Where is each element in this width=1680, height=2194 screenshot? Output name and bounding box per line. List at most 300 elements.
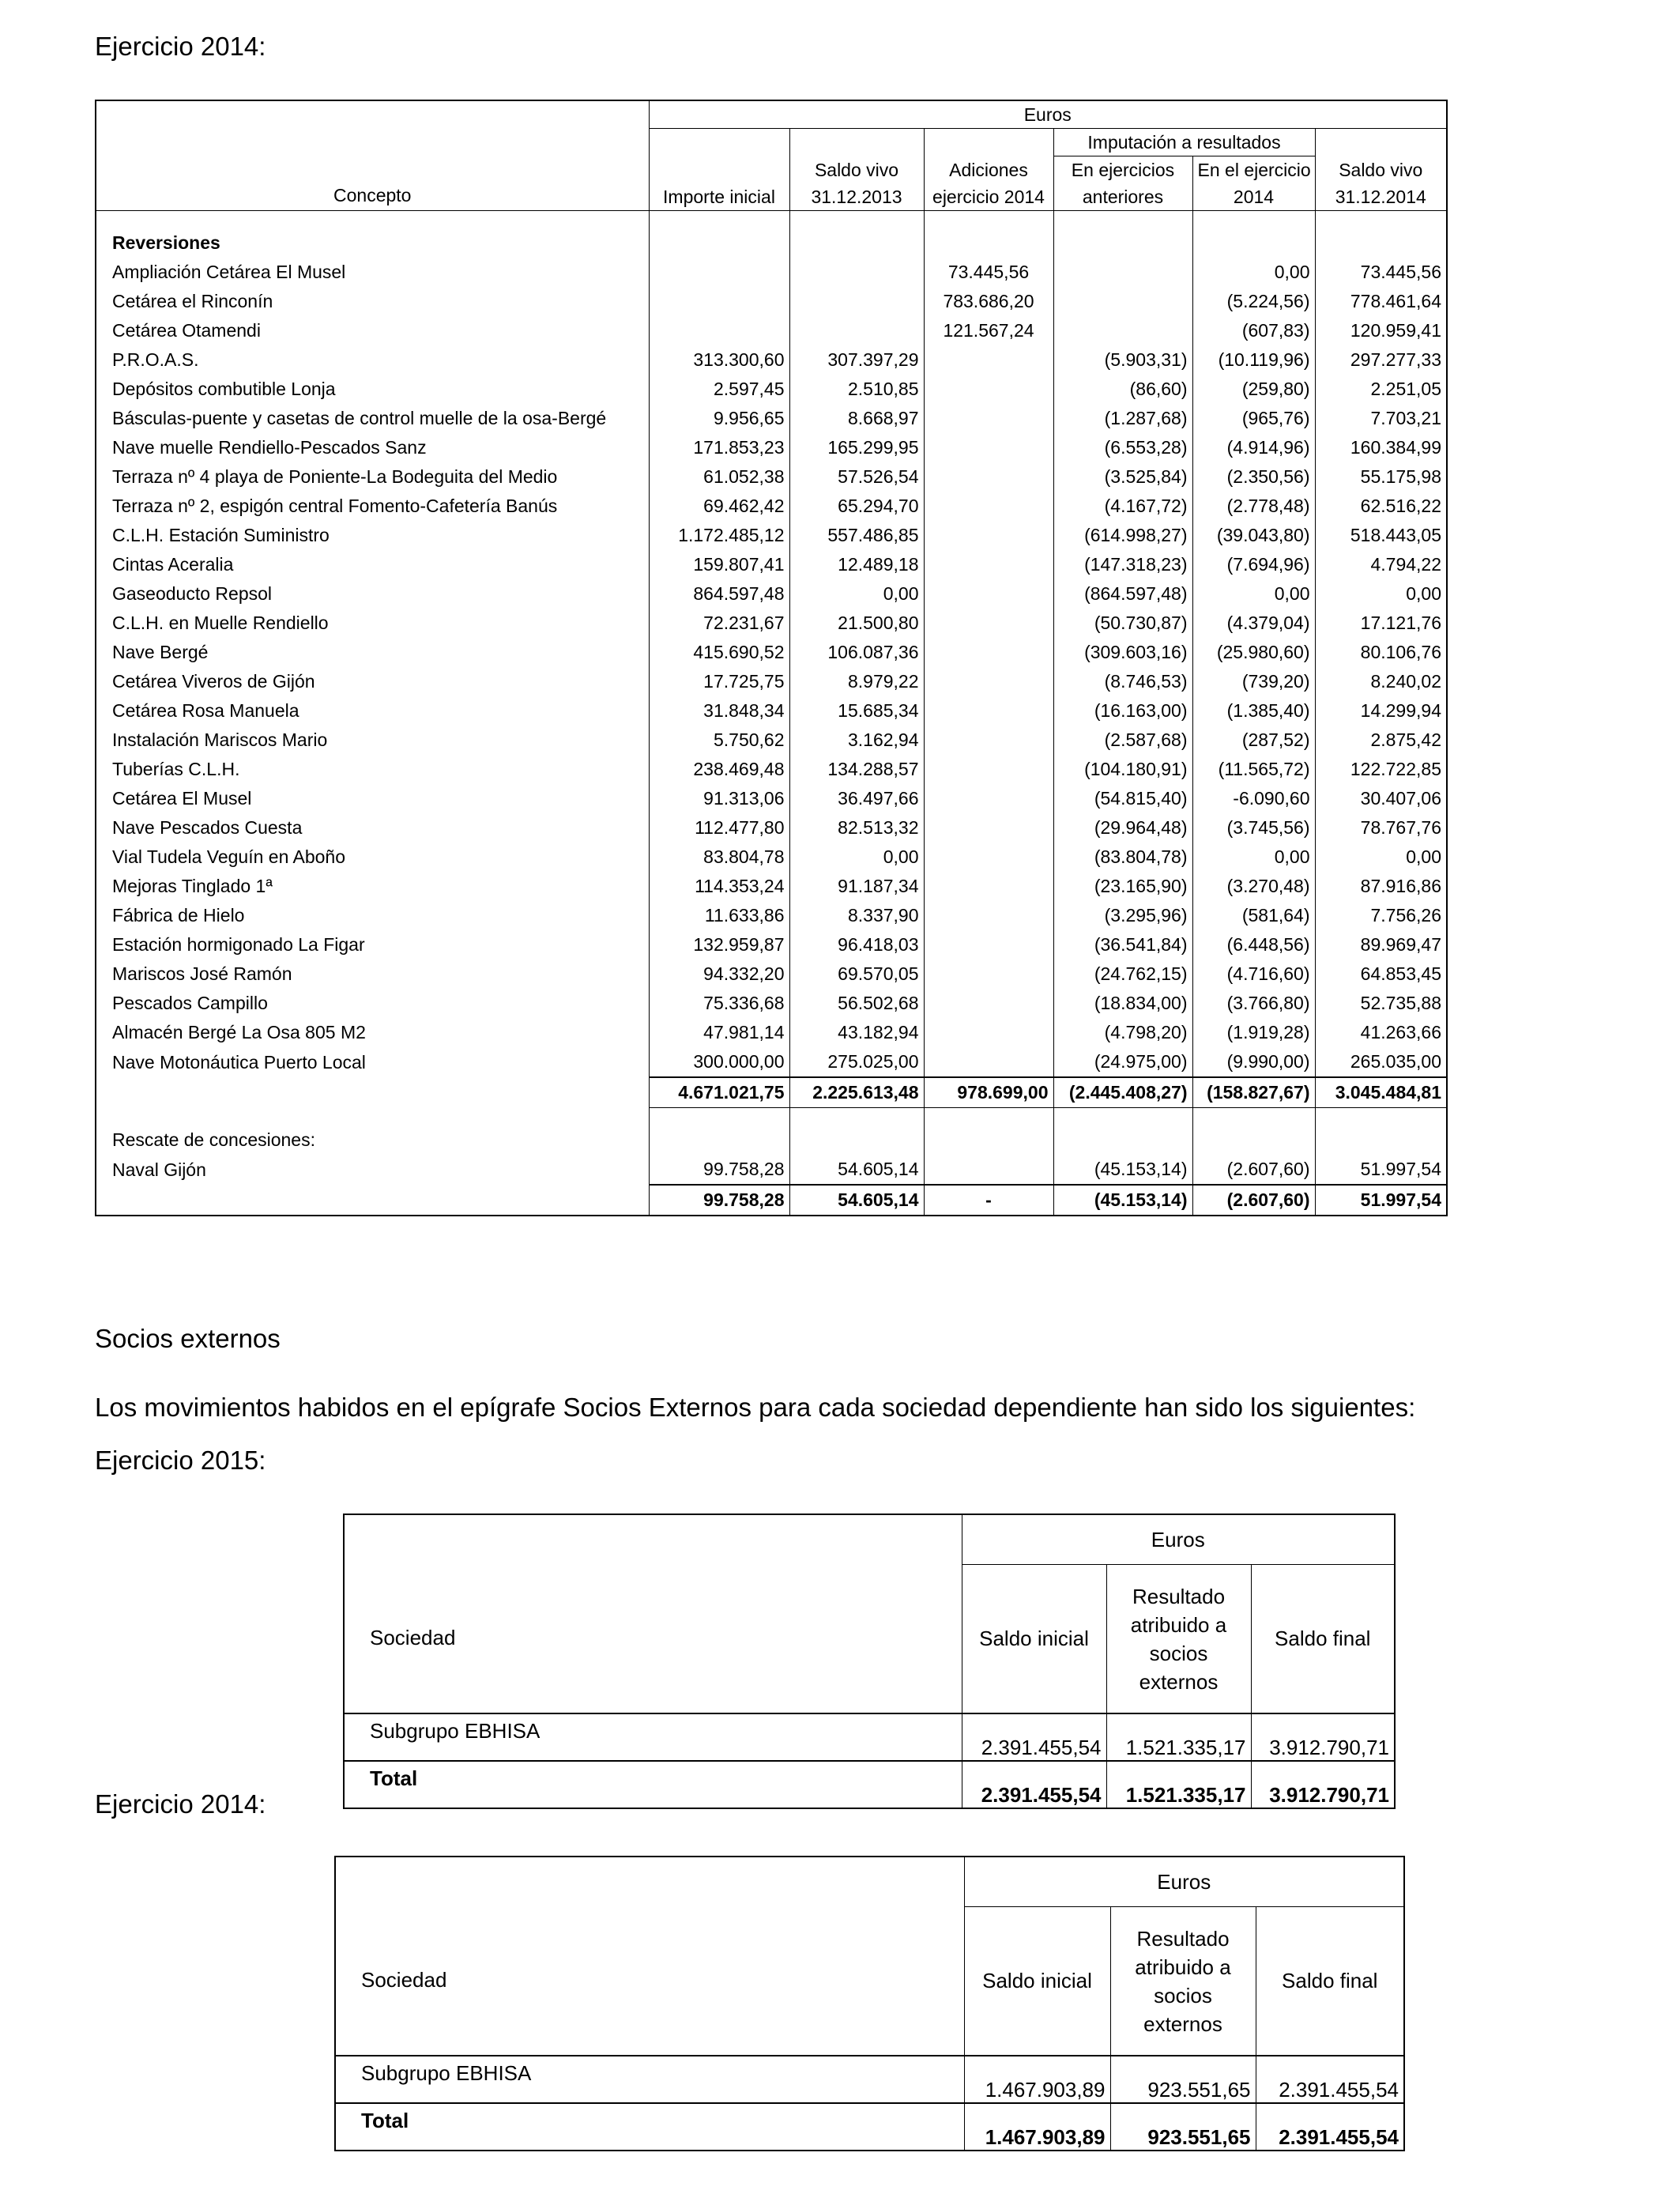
table-row: [96, 550, 1447, 579]
header-euros: Euros: [962, 1514, 1395, 1565]
row-adiciones: [924, 1047, 1053, 1077]
table-row: [96, 784, 1447, 813]
table-row: [96, 755, 1447, 784]
row-concepto: Fábrica de Hielo: [112, 905, 245, 925]
row-saldo-2013: [789, 258, 924, 287]
row-adiciones: 783.686,20: [924, 287, 1053, 316]
row-adiciones: [924, 492, 1053, 521]
header-saldo-2013: Saldo vivo: [789, 156, 924, 184]
row-importe-inicial: 91.313,06: [649, 784, 789, 813]
row-saldo-inicial: 1.467.903,89: [964, 2056, 1110, 2103]
row-ejercicio-2014: (10.119,96): [1192, 345, 1315, 375]
row-adiciones: [924, 345, 1053, 375]
row-ejercicio-anterior: (1.287,68): [1053, 404, 1192, 433]
table-row: [96, 930, 1447, 959]
header-resultado-line1: Resultado: [1132, 1584, 1226, 1608]
table-row: [96, 1155, 1447, 1185]
row-saldo-2013: 21.500,80: [789, 609, 924, 638]
row-adiciones: [924, 667, 1053, 696]
row-importe-inicial: 75.336,68: [649, 989, 789, 1018]
row-ejercicio-2014: 0,00: [1192, 258, 1315, 287]
row-concepto: Terraza nº 2, espigón central Fomento-Cafetería Banús: [112, 496, 558, 516]
row-concepto: Cetárea Rosa Manuela: [112, 700, 299, 721]
header-resultado-line3: socios: [1154, 1983, 1212, 2007]
row-adiciones: [924, 462, 1053, 492]
row-saldo-2014: 0,00: [1315, 579, 1447, 609]
header-resultado-line2: atribuido a: [1130, 1612, 1227, 1637]
row-ejercicio-anterior: (2.587,68): [1053, 726, 1192, 755]
reversiones-table: [95, 100, 1448, 1216]
header-sociedad: Sociedad: [361, 1967, 447, 1992]
row-ejercicio-2014: (1.919,28): [1192, 1018, 1315, 1047]
total-saldo-2013: 54.605,14: [789, 1185, 924, 1216]
row-saldo-2014: 518.443,05: [1315, 521, 1447, 550]
row-saldo-2014: 87.916,86: [1315, 872, 1447, 901]
table-row: [96, 1018, 1447, 1047]
row-saldo-2014: 14.299,94: [1315, 696, 1447, 726]
row-saldo-2014: 2.251,05: [1315, 375, 1447, 404]
row-importe-inicial: 2.597,45: [649, 375, 789, 404]
row-saldo-2013: 8.979,22: [789, 667, 924, 696]
row-saldo-2013: 91.187,34: [789, 872, 924, 901]
total-ejercicio-anterior: (45.153,14): [1053, 1185, 1192, 1216]
header-resultado-line2: atribuido a: [1135, 1955, 1231, 1979]
row-concepto: Básculas-puente y casetas de control muelle de la osa-Bergé: [112, 408, 607, 428]
row-ejercicio-anterior: [1053, 316, 1192, 345]
row-concepto: Nave muelle Rendiello-Pescados Sanz: [112, 437, 427, 458]
header-importe: Importe inicial: [649, 183, 789, 211]
row-saldo-2013: 3.162,94: [789, 726, 924, 755]
table-row: [335, 2056, 1404, 2103]
row-importe-inicial: 112.477,80: [649, 813, 789, 843]
row-saldo-2013: 0,00: [789, 843, 924, 872]
header-resultado-line4: externos: [1143, 2011, 1222, 2036]
row-saldo-final: 3.912.790,71: [1251, 1713, 1395, 1761]
table-row: [96, 287, 1447, 316]
table-row: [96, 375, 1447, 404]
row-ejercicio-2014: (7.694,96): [1192, 550, 1315, 579]
row-saldo-2014: 265.035,00: [1315, 1047, 1447, 1077]
row-importe-inicial: 31.848,34: [649, 696, 789, 726]
row-saldo-2014: 80.106,76: [1315, 638, 1447, 667]
row-saldo-inicial: 2.391.455,54: [962, 1713, 1106, 1761]
row-ejercicio-2014: (965,76): [1192, 404, 1315, 433]
row-adiciones: [924, 1018, 1053, 1047]
row-importe-inicial: 159.807,41: [649, 550, 789, 579]
row-saldo-2013: 557.486,85: [789, 521, 924, 550]
row-ejercicio-2014: 0,00: [1192, 579, 1315, 609]
header-euros: Euros: [649, 100, 1447, 129]
row-saldo-2013: 54.605,14: [789, 1155, 924, 1185]
total-resultado: 1.521.335,17: [1106, 1761, 1251, 1808]
header-concepto: Concepto: [333, 185, 412, 205]
row-ejercicio-anterior: (6.553,28): [1053, 433, 1192, 462]
row-saldo-2013: [789, 287, 924, 316]
row-ejercicio-2014: (1.385,40): [1192, 696, 1315, 726]
row-concepto: Nave Pescados Cuesta: [112, 817, 303, 838]
row-ejercicio-2014: (39.043,80): [1192, 521, 1315, 550]
row-ejercicio-anterior: (3.295,96): [1053, 901, 1192, 930]
total-resultado: 923.551,65: [1110, 2103, 1256, 2151]
row-concepto: Cetárea El Musel: [112, 788, 252, 809]
row-concepto: Cetárea Viveros de Gijón: [112, 671, 315, 692]
row-importe-inicial: 415.690,52: [649, 638, 789, 667]
row-saldo-2014: 120.959,41: [1315, 316, 1447, 345]
row-ejercicio-2014: (739,20): [1192, 667, 1315, 696]
row-saldo-2013: 275.025,00: [789, 1047, 924, 1077]
header-resultado-line4: externos: [1139, 1669, 1219, 1694]
table-row: [96, 959, 1447, 989]
row-adiciones: 121.567,24: [924, 316, 1053, 345]
row-saldo-2013: 8.668,97: [789, 404, 924, 433]
row-ejercicio-anterior: (5.903,31): [1053, 345, 1192, 375]
table-row: [96, 345, 1447, 375]
row-ejercicio-2014: (2.778,48): [1192, 492, 1315, 521]
total-saldo-final: 2.391.455,54: [1256, 2103, 1404, 2151]
row-saldo-2013: 43.182,94: [789, 1018, 924, 1047]
row-importe-inicial: 5.750,62: [649, 726, 789, 755]
row-adiciones: [924, 989, 1053, 1018]
total-ejercicio-2014: (158.827,67): [1192, 1077, 1315, 1108]
row-ejercicio-2014: (2.607,60): [1192, 1155, 1315, 1185]
table-row: [96, 316, 1447, 345]
row-ejercicio-anterior: [1053, 258, 1192, 287]
header-anteriores: En ejercicios: [1053, 156, 1192, 184]
table-row: [96, 258, 1447, 287]
row-importe-inicial: 171.853,23: [649, 433, 789, 462]
row-adiciones: [924, 813, 1053, 843]
row-ejercicio-anterior: (4.167,72): [1053, 492, 1192, 521]
table-row: [96, 1047, 1447, 1077]
table-row: [96, 901, 1447, 930]
total-label: Total: [335, 2103, 964, 2151]
row-ejercicio-2014: (3.270,48): [1192, 872, 1315, 901]
socios-2014-table: [334, 1856, 1405, 2151]
row-ejercicio-anterior: (50.730,87): [1053, 609, 1192, 638]
row-importe-inicial: 864.597,48: [649, 579, 789, 609]
row-importe-inicial: 1.172.485,12: [649, 521, 789, 550]
row-concepto: Cetárea Otamendi: [112, 320, 261, 341]
row-ejercicio-2014: (3.745,56): [1192, 813, 1315, 843]
heading-ejercicio-2014: Ejercicio 2014:: [95, 32, 266, 61]
row-saldo-2014: 17.121,76: [1315, 609, 1447, 638]
row-ejercicio-anterior: (45.153,14): [1053, 1155, 1192, 1185]
row-saldo-2014: 41.263,66: [1315, 1018, 1447, 1047]
row-saldo-2014: 160.384,99: [1315, 433, 1447, 462]
header-ejercicio-year: 2014: [1192, 183, 1315, 211]
row-saldo-2013: 106.087,36: [789, 638, 924, 667]
header-euros: Euros: [964, 1857, 1404, 1907]
table-row: [96, 521, 1447, 550]
row-concepto: Cetárea el Rinconín: [112, 291, 273, 311]
row-ejercicio-2014: (287,52): [1192, 726, 1315, 755]
row-ejercicio-anterior: (24.762,15): [1053, 959, 1192, 989]
row-saldo-2013: 134.288,57: [789, 755, 924, 784]
table-row: [344, 1713, 1395, 1761]
row-ejercicio-anterior: (24.975,00): [1053, 1047, 1192, 1077]
row-concepto: Instalación Mariscos Mario: [112, 729, 328, 750]
row-saldo-2014: 52.735,88: [1315, 989, 1447, 1018]
row-ejercicio-anterior: (8.746,53): [1053, 667, 1192, 696]
row-ejercicio-anterior: (614.998,27): [1053, 521, 1192, 550]
row-importe-inicial: 69.462,42: [649, 492, 789, 521]
header-saldo-2013-date: 31.12.2013: [789, 183, 924, 211]
row-adiciones: [924, 959, 1053, 989]
header-saldo-inicial: Saldo inicial: [962, 1565, 1106, 1713]
row-saldo-2014: 2.875,42: [1315, 726, 1447, 755]
heading-ejercicio-2015: Ejercicio 2015:: [95, 1446, 266, 1475]
table-row: [96, 404, 1447, 433]
row-importe-inicial: 83.804,78: [649, 843, 789, 872]
row-concepto: Nave Bergé: [112, 642, 209, 662]
total-saldo-inicial: 1.467.903,89: [964, 2103, 1110, 2151]
row-importe-inicial: [649, 258, 789, 287]
row-adiciones: [924, 521, 1053, 550]
row-saldo-2014: 297.277,33: [1315, 345, 1447, 375]
section-title-row: [96, 228, 1447, 258]
header-saldo-2014: Saldo vivo: [1315, 156, 1447, 184]
row-adiciones: [924, 901, 1053, 930]
row-ejercicio-anterior: [1053, 287, 1192, 316]
row-concepto: Mariscos José Ramón: [112, 963, 292, 984]
row-ejercicio-anterior: (18.834,00): [1053, 989, 1192, 1018]
row-concepto: C.L.H. Estación Suministro: [112, 525, 330, 545]
row-ejercicio-anterior: (29.964,48): [1053, 813, 1192, 843]
row-saldo-2013: 12.489,18: [789, 550, 924, 579]
row-saldo-2013: 307.397,29: [789, 345, 924, 375]
total-adiciones: -: [924, 1185, 1053, 1216]
row-importe-inicial: 17.725,75: [649, 667, 789, 696]
row-saldo-2014: 89.969,47: [1315, 930, 1447, 959]
row-adiciones: [924, 433, 1053, 462]
row-saldo-2013: 65.294,70: [789, 492, 924, 521]
total-saldo-inicial: 2.391.455,54: [962, 1761, 1106, 1808]
row-concepto: Depósitos combutible Lonja: [112, 379, 336, 399]
row-ejercicio-2014: (2.350,56): [1192, 462, 1315, 492]
row-saldo-2013: 57.526,54: [789, 462, 924, 492]
row-saldo-2013: 165.299,95: [789, 433, 924, 462]
row-ejercicio-2014: (6.448,56): [1192, 930, 1315, 959]
row-adiciones: [924, 872, 1053, 901]
row-importe-inicial: 61.052,38: [649, 462, 789, 492]
intro-text: Los movimientos habidos en el epígrafe Socios Externos para cada sociedad dependiente han sido los siguientes:: [95, 1393, 1416, 1422]
row-ejercicio-2014: (4.914,96): [1192, 433, 1315, 462]
row-ejercicio-anterior: (86,60): [1053, 375, 1192, 404]
row-ejercicio-anterior: (104.180,91): [1053, 755, 1192, 784]
row-saldo-2014: 4.794,22: [1315, 550, 1447, 579]
row-importe-inicial: 72.231,67: [649, 609, 789, 638]
row-concepto: Gaseoducto Repsol: [112, 583, 273, 604]
row-adiciones: [924, 404, 1053, 433]
row-saldo-2014: 8.240,02: [1315, 667, 1447, 696]
row-importe-inicial: 114.353,24: [649, 872, 789, 901]
table-row: [96, 872, 1447, 901]
row-saldo-2014: 778.461,64: [1315, 287, 1447, 316]
section-title-row: [96, 1125, 1447, 1155]
row-concepto: Mejoras Tinglado 1ª: [112, 876, 273, 896]
row-ejercicio-anterior: (54.815,40): [1053, 784, 1192, 813]
heading-socios-externos: Socios externos: [95, 1324, 281, 1353]
row-concepto: Almacén Bergé La Osa 805 M2: [112, 1022, 366, 1042]
row-ejercicio-2014: (4.716,60): [1192, 959, 1315, 989]
row-ejercicio-anterior: (4.798,20): [1053, 1018, 1192, 1047]
row-importe-inicial: 300.000,00: [649, 1047, 789, 1077]
row-saldo-2014: 64.853,45: [1315, 959, 1447, 989]
row-ejercicio-2014: (3.766,80): [1192, 989, 1315, 1018]
row-ejercicio-anterior: (309.603,16): [1053, 638, 1192, 667]
row-adiciones: [924, 375, 1053, 404]
row-adiciones: [924, 638, 1053, 667]
header-resultado: [1110, 1907, 1256, 2056]
row-saldo-2013: 56.502,68: [789, 989, 924, 1018]
total-ejercicio-2014: (2.607,60): [1192, 1185, 1315, 1216]
row-saldo-2014: 30.407,06: [1315, 784, 1447, 813]
table-row: [96, 462, 1447, 492]
heading-ejercicio-2014-bottom: Ejercicio 2014:: [95, 1789, 266, 1819]
row-importe-inicial: [649, 316, 789, 345]
row-adiciones: [924, 696, 1053, 726]
header-imputacion: Imputación a resultados: [1053, 129, 1315, 156]
row-adiciones: [924, 726, 1053, 755]
row-saldo-2013: 0,00: [789, 579, 924, 609]
row-saldo-2014: 7.756,26: [1315, 901, 1447, 930]
table-row: [96, 638, 1447, 667]
section-rescate: Rescate de concesiones:: [112, 1129, 315, 1150]
row-concepto: Naval Gijón: [112, 1159, 206, 1180]
header-sociedad: Sociedad: [370, 1625, 456, 1649]
row-adiciones: [924, 930, 1053, 959]
row-saldo-2013: 96.418,03: [789, 930, 924, 959]
row-saldo-2013: [789, 316, 924, 345]
header-resultado-line3: socios: [1149, 1641, 1208, 1665]
total-saldo-final: 3.912.790,71: [1251, 1761, 1395, 1808]
total-adiciones: 978.699,00: [924, 1077, 1053, 1108]
row-saldo-2013: 2.510,85: [789, 375, 924, 404]
header-resultado: [1106, 1565, 1251, 1713]
socios-2015-table: [343, 1514, 1396, 1809]
row-concepto: Nave Motonáutica Puerto Local: [112, 1052, 366, 1072]
row-importe-inicial: 94.332,20: [649, 959, 789, 989]
row-adiciones: [924, 550, 1053, 579]
table-row: [96, 843, 1447, 872]
row-sociedad: Subgrupo EBHISA: [335, 2056, 964, 2103]
row-importe-inicial: 313.300,60: [649, 345, 789, 375]
total-saldo-2014: 51.997,54: [1315, 1185, 1447, 1216]
total-importe-inicial: 4.671.021,75: [649, 1077, 789, 1108]
row-importe-inicial: 9.956,65: [649, 404, 789, 433]
row-saldo-2014: 55.175,98: [1315, 462, 1447, 492]
total-row: [344, 1761, 1395, 1808]
table-row: [96, 726, 1447, 755]
table-row: [96, 813, 1447, 843]
table-row: [96, 989, 1447, 1018]
row-importe-inicial: 11.633,86: [649, 901, 789, 930]
header-saldo-inicial: Saldo inicial: [964, 1907, 1110, 2056]
row-concepto: Estación hormigonado La Figar: [112, 934, 365, 955]
row-concepto: Ampliación Cetárea El Musel: [112, 262, 346, 282]
row-adiciones: [924, 1155, 1053, 1185]
total-ejercicio-anterior: (2.445.408,27): [1053, 1077, 1192, 1108]
row-importe-inicial: [649, 287, 789, 316]
row-saldo-2013: 36.497,66: [789, 784, 924, 813]
row-ejercicio-2014: (4.379,04): [1192, 609, 1315, 638]
row-importe-inicial: 132.959,87: [649, 930, 789, 959]
total-row: [96, 1077, 1447, 1108]
row-ejercicio-anterior: (23.165,90): [1053, 872, 1192, 901]
row-saldo-2014: 0,00: [1315, 843, 1447, 872]
header-saldo-2014-date: 31.12.2014: [1315, 183, 1447, 211]
row-saldo-final: 2.391.455,54: [1256, 2056, 1404, 2103]
row-saldo-2014: 78.767,76: [1315, 813, 1447, 843]
row-ejercicio-2014: (25.980,60): [1192, 638, 1315, 667]
total-saldo-2014: 3.045.484,81: [1315, 1077, 1447, 1108]
row-ejercicio-2014: (259,80): [1192, 375, 1315, 404]
row-ejercicio-anterior: (83.804,78): [1053, 843, 1192, 872]
row-concepto: Pescados Campillo: [112, 993, 268, 1013]
row-ejercicio-2014: -6.090,60: [1192, 784, 1315, 813]
total-saldo-2013: 2.225.613,48: [789, 1077, 924, 1108]
row-saldo-2013: 15.685,34: [789, 696, 924, 726]
row-ejercicio-anterior: (36.541,84): [1053, 930, 1192, 959]
row-saldo-2013: 8.337,90: [789, 901, 924, 930]
table-row: [96, 696, 1447, 726]
row-saldo-2013: 69.570,05: [789, 959, 924, 989]
row-adiciones: [924, 609, 1053, 638]
header-resultado-line1: Resultado: [1136, 1926, 1230, 1951]
header-saldo-final: Saldo final: [1256, 1907, 1404, 2056]
row-ejercicio-2014: (9.990,00): [1192, 1047, 1315, 1077]
row-saldo-2014: 62.516,22: [1315, 492, 1447, 521]
row-ejercicio-2014: (11.565,72): [1192, 755, 1315, 784]
row-adiciones: [924, 755, 1053, 784]
total-importe-inicial: 99.758,28: [649, 1185, 789, 1216]
row-ejercicio-2014: 0,00: [1192, 843, 1315, 872]
header-adiciones: Adiciones: [924, 156, 1053, 184]
row-concepto: Cintas Aceralia: [112, 554, 234, 575]
row-adiciones: [924, 784, 1053, 813]
row-concepto: Terraza nº 4 playa de Poniente-La Bodeguita del Medio: [112, 466, 558, 487]
row-ejercicio-anterior: (147.318,23): [1053, 550, 1192, 579]
row-adiciones: 73.445,56: [924, 258, 1053, 287]
header-saldo-final: Saldo final: [1251, 1565, 1395, 1713]
row-concepto: C.L.H. en Muelle Rendiello: [112, 613, 329, 633]
total-row: [335, 2103, 1404, 2151]
row-concepto: Vial Tudela Veguín en Aboño: [112, 846, 346, 867]
row-saldo-2014: 73.445,56: [1315, 258, 1447, 287]
row-resultado: 1.521.335,17: [1106, 1713, 1251, 1761]
row-adiciones: [924, 843, 1053, 872]
row-ejercicio-anterior: (864.597,48): [1053, 579, 1192, 609]
row-resultado: 923.551,65: [1110, 2056, 1256, 2103]
row-sociedad: Subgrupo EBHISA: [344, 1713, 962, 1761]
row-concepto: P.R.O.A.S.: [112, 349, 199, 370]
total-label: Total: [344, 1761, 962, 1808]
table-row: [96, 579, 1447, 609]
row-saldo-2014: 51.997,54: [1315, 1155, 1447, 1185]
row-saldo-2013: 82.513,32: [789, 813, 924, 843]
row-ejercicio-anterior: (16.163,00): [1053, 696, 1192, 726]
total-row: [96, 1185, 1447, 1216]
row-ejercicio-2014: (5.224,56): [1192, 287, 1315, 316]
row-importe-inicial: 238.469,48: [649, 755, 789, 784]
row-importe-inicial: 47.981,14: [649, 1018, 789, 1047]
row-concepto: Tuberías C.L.H.: [112, 759, 240, 779]
section-reversiones: Reversiones: [112, 232, 220, 253]
header-ejercicio: En el ejercicio: [1192, 156, 1315, 184]
table-row: [96, 667, 1447, 696]
table-row: [96, 433, 1447, 462]
row-ejercicio-anterior: (3.525,84): [1053, 462, 1192, 492]
